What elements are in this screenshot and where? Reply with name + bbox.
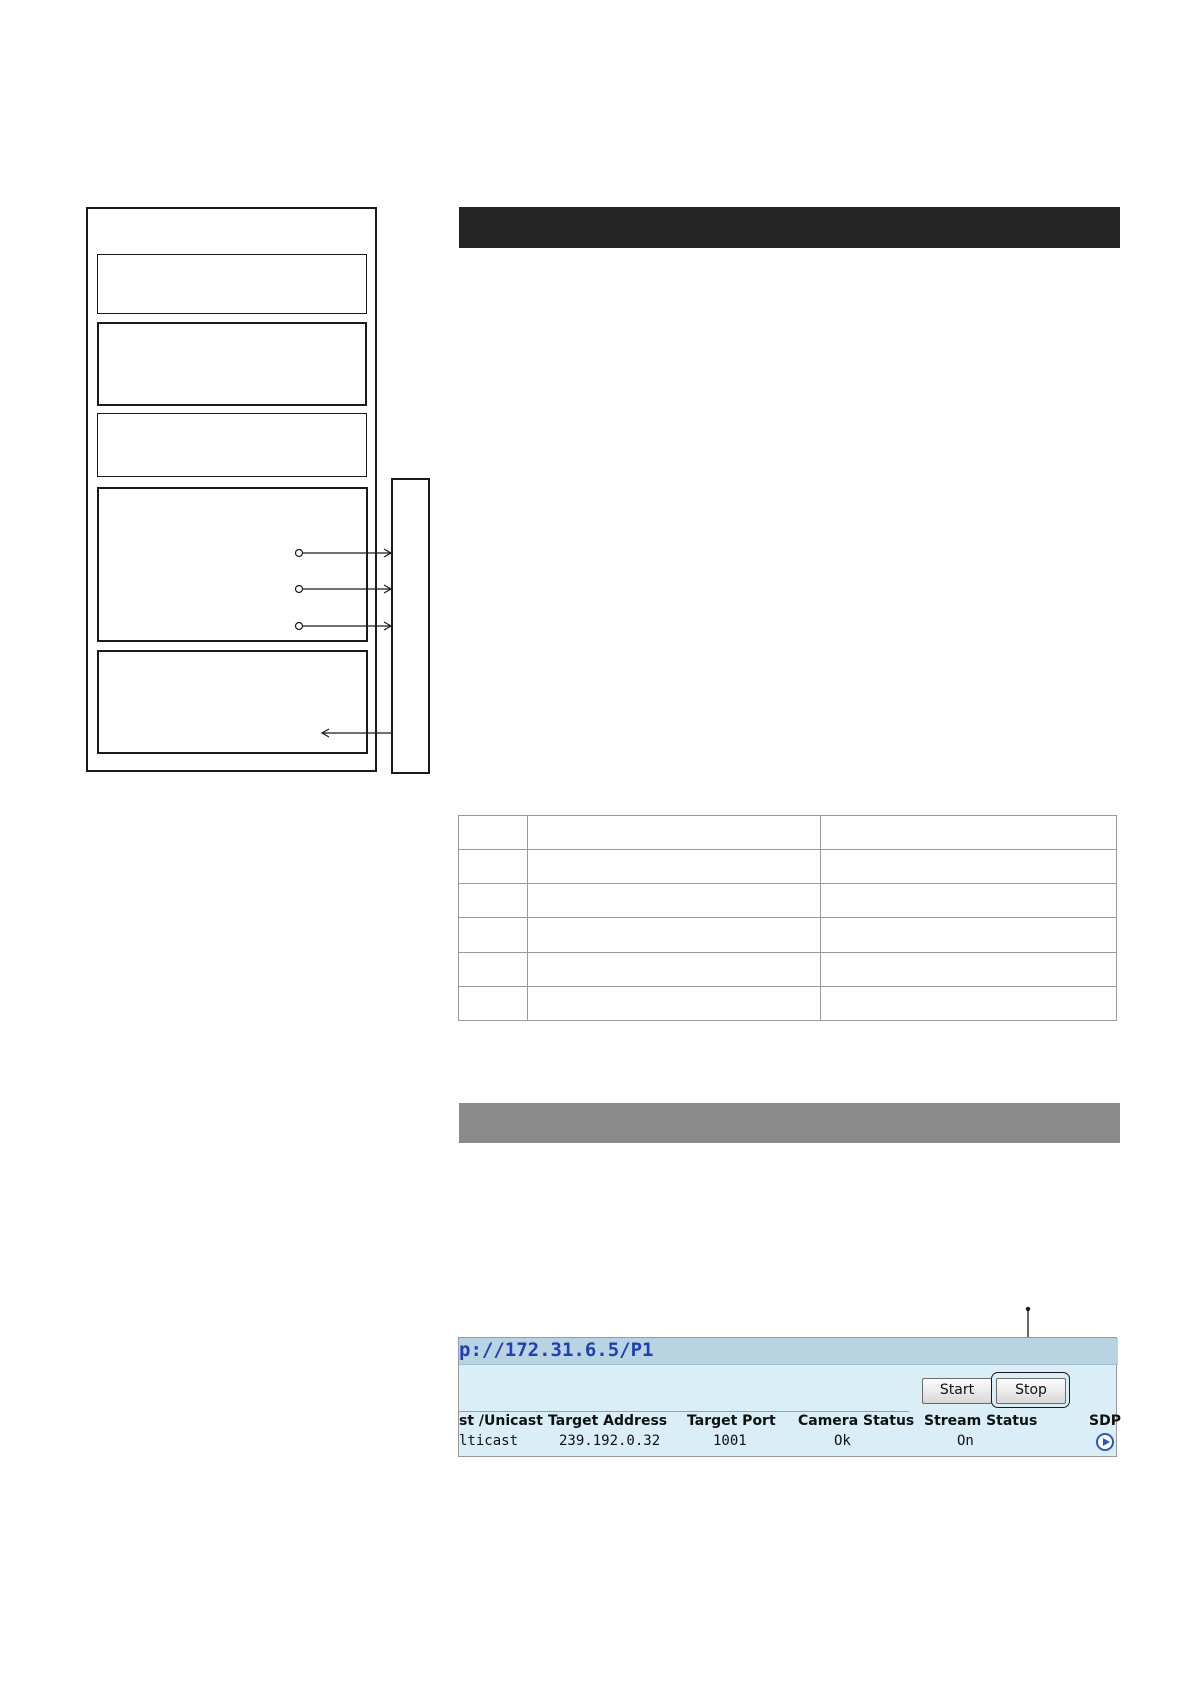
stream-panel-screenshot <box>458 1337 1121 1457</box>
column-header-cast: st /Unicast <box>459 1413 543 1429</box>
stop-button-highlight <box>991 1372 1070 1408</box>
column-header-target-port: Target Port <box>687 1413 776 1429</box>
cast-type-value: lticast <box>459 1433 519 1449</box>
column-header-target-address: Target Address <box>548 1413 668 1429</box>
stream-url: p://172.31.6.5/P1 <box>459 1339 654 1361</box>
column-header-camera-status: Camera Status <box>798 1413 915 1429</box>
play-circle-icon[interactable] <box>1096 1433 1114 1451</box>
column-header-sdp: SDP <box>1089 1413 1121 1429</box>
stop-button[interactable]: Stop <box>996 1378 1066 1404</box>
target-port-value: 1001 <box>713 1433 747 1449</box>
stream-url-bar <box>459 1338 1118 1365</box>
column-header-stream-status: Stream Status <box>924 1413 1038 1429</box>
camera-status-value: Ok <box>834 1433 851 1449</box>
stream-status-value: On <box>957 1433 974 1449</box>
start-button[interactable]: Start <box>922 1378 992 1404</box>
header-divider <box>459 1411 909 1412</box>
target-address-value: 239.192.0.32 <box>559 1433 661 1449</box>
